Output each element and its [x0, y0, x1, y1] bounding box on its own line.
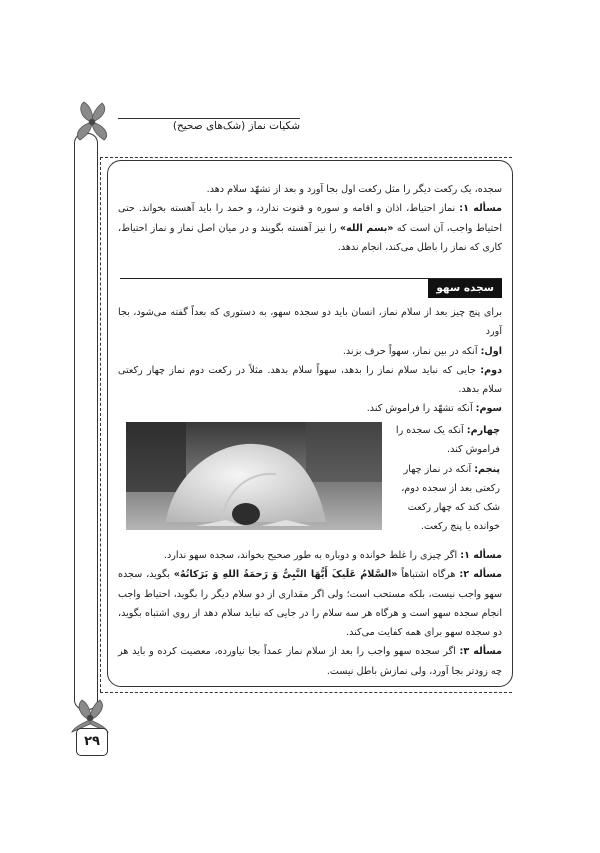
item-label: پنجم: — [474, 463, 500, 475]
ruling-label: مسأله ۱: — [459, 203, 502, 215]
item-text: آنکه یک سجده را فراموش کند. — [395, 425, 500, 456]
top-dashed-rule — [100, 157, 512, 158]
sajdah-sahw-intro — [118, 303, 502, 419]
item-text: آنکه در بین نماز، سهواً حرف بزند. — [342, 345, 481, 357]
page-spine-border — [74, 133, 98, 710]
page-number: ۲۹ — [76, 728, 108, 756]
bottom-dashed-rule — [100, 692, 512, 693]
section-title: سجده سهو — [428, 279, 502, 298]
item-label: چهارم: — [466, 425, 500, 436]
ruling-label: مسأله ۱: — [460, 550, 502, 561]
ruling-text: بگوید، سجده سهو واجب نیست، بلکه مستحب است؛ ولی اگر مقداری از دو سلام دیگر را بگوید، احتیاط واجب انجام سجده سهو است و هرگاه هر سه سلام را در جایی که نباید سلام دهد از روی اشتباه بگوید، دو سجده سهو برای همه کفایت می‌کند. — [118, 569, 502, 639]
header-rule — [118, 118, 300, 119]
ruling-text: نماز احتیاط، اذان و اقامه و سوره و قنوت ندارد، و حمد را باید آهسته بخواند. حتی احتیاط واجب، آن است که — [118, 203, 502, 234]
ruling-text: اگر چیزی را غلط خوانده و دوباره به طور صحیح بخواند، سجده سهو ندارد. — [163, 550, 461, 561]
leaf-ornament-icon — [70, 100, 114, 144]
opening-paragraph — [118, 180, 502, 257]
item-label: اول: — [480, 345, 502, 357]
prostration-photo — [126, 422, 382, 530]
left-dashed-rule — [100, 157, 101, 692]
ruling-text: اگر سجده سهو واجب را بعد از سلام نماز عمداً بجا نیاورده، معصیت کرده و باید هر چه زودتر بجا آورد، ولی نمازش باطل نیست. — [118, 646, 502, 677]
running-header: شکیات نماز (شک‌های صحیح) — [172, 120, 300, 132]
salam-phrase: «السَّلامُ عَلَیکَ أَیُّهَا النَّبِیُّ وَ رَحمَةُ اللهِ وَ بَرَکاتُهُ» — [173, 569, 398, 581]
item-label: سوم: — [475, 403, 502, 415]
ruling-text: هرگاه اشتباهاً — [397, 569, 460, 581]
rulings-block — [118, 546, 502, 681]
paragraph-line: سجده، یک رکعت دیگر را مثل رکعت اول بجا آورد و بعد از تشهّد سلام دهد. — [206, 184, 502, 195]
ruling-label: مسأله ۲: — [459, 569, 502, 581]
intro-text: برای پنج چیز بعد از سلام نماز، انسان باید دو سجده سهو، به دستوری که بعداً گفته می‌شود، بجا آورد — [118, 307, 502, 338]
bismillah-phrase: «بسم الله» — [339, 222, 394, 234]
ruling-text: را نیز آهسته بگویند و در میان اصل نماز و نماز احتیاط، کاری که نماز را باطل می‌کند، انجام ندهد. — [118, 222, 502, 253]
item-label: دوم: — [480, 364, 502, 376]
ruling-label: مسأله ۳: — [459, 646, 502, 658]
item-text: جایی که نباید سلام نماز را بدهد، سهواً سلام بدهد. مثلاً در رکعت دوم نماز چهار رکعتی سلام بدهد. — [118, 364, 502, 396]
item-text: آنکه تشهّد را فراموش کند. — [366, 403, 476, 415]
items-beside-photo — [388, 421, 500, 537]
section-heading-bar — [120, 278, 502, 298]
item-text: آنکه در نماز چهار رکعتی بعد از سجده دوم، شک کند که چهار رکعت خوانده یا پنج رکعت. — [401, 463, 500, 533]
